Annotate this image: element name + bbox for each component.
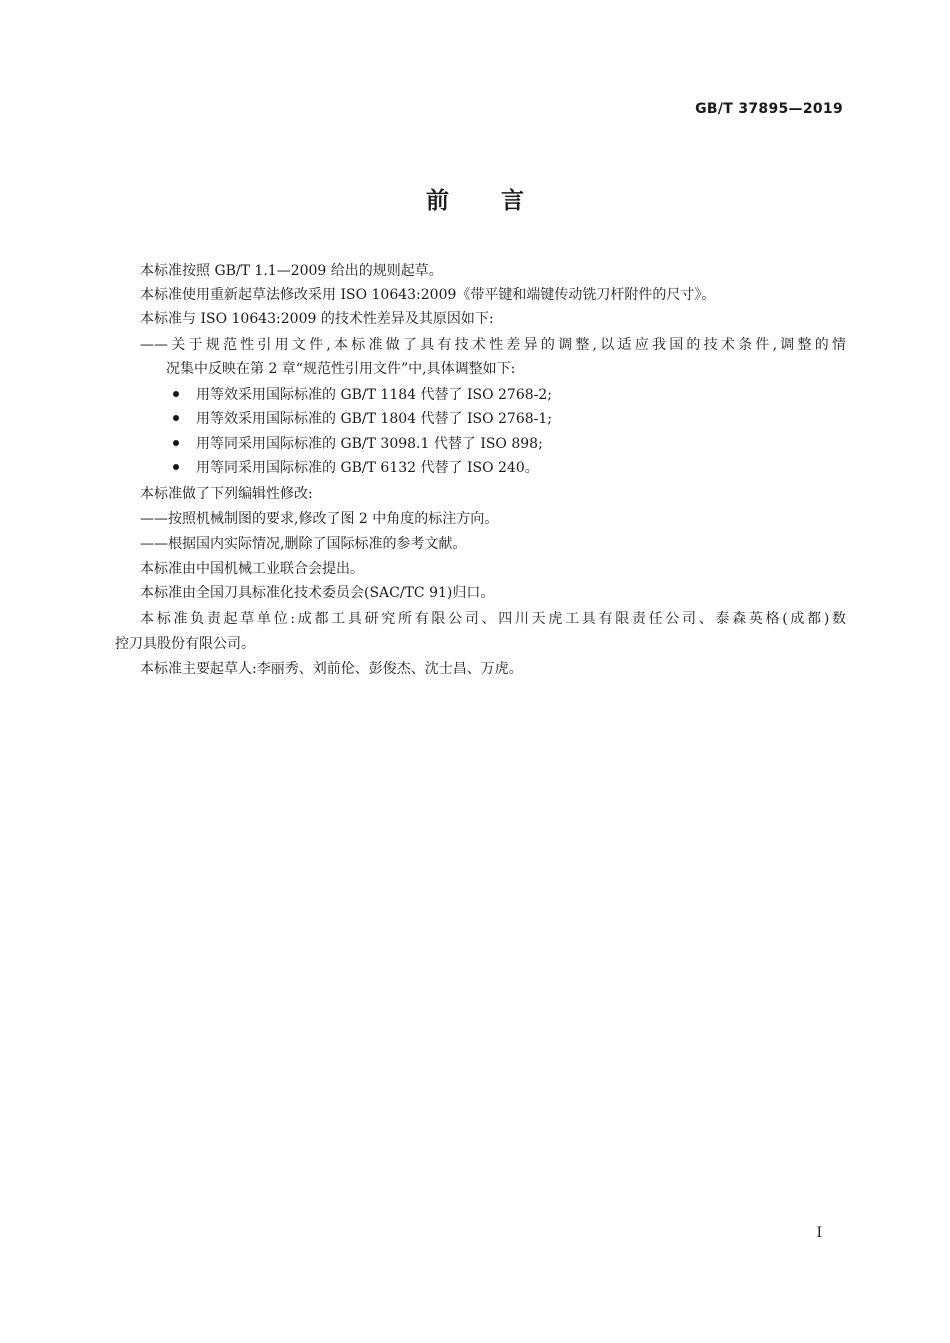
- paragraph-continuation: 况集中反映在第 2 章“规范性引用文件”中,具体调整如下:: [166, 361, 516, 377]
- list-item: [173, 408, 552, 428]
- page-title: [0, 182, 950, 215]
- list-item: [173, 457, 539, 477]
- paragraph: 本标准做了下列编辑性修改:: [140, 486, 313, 502]
- list-item-text: 用等效采用国际标准的 GB/T 1184 代替了 ISO 2768-2;: [196, 387, 552, 403]
- paragraph: 本标准由中国机械工业联合会提出。: [140, 561, 364, 577]
- paragraph: 本标准与 ISO 10643:2009 的技术性差异及其原因如下:: [140, 311, 494, 327]
- list-item-text: 用等同采用国际标准的 GB/T 3098.1 代替了 ISO 898;: [196, 436, 543, 452]
- paragraph: ——根据国内实际情况,删除了国际标准的参考文献。: [140, 536, 467, 552]
- paragraph: 本标准使用重新起草法修改采用 ISO 10643:2009《带平键和端键传动铣刀杆附件的尺寸》。: [140, 287, 716, 303]
- list-item-text: 用等同采用国际标准的 GB/T 6132 代替了 ISO 240。: [196, 460, 539, 476]
- paragraph: 本标准负责起草单位:成都工具研究所有限公司、四川天虎工具有限责任公司、泰森英格(成都)数: [140, 611, 846, 627]
- paragraph: ——关于规范性引用文件,本标准做了具有技术性差异的调整,以适应我国的技术条件,调整的情: [140, 337, 846, 353]
- paragraph: 本标准主要起草人:李丽秀、刘前伦、彭俊杰、沈士昌、万虎。: [140, 661, 523, 677]
- title-char-2: 言: [501, 188, 524, 214]
- bullet-icon: [173, 440, 179, 446]
- paragraph: 本标准按照 GB/T 1.1—2009 给出的规则起草。: [140, 263, 443, 279]
- list-item: [173, 433, 543, 453]
- paragraph-continuation: 控刀具股份有限公司。: [115, 636, 255, 652]
- standard-number: GB/T 37895—2019: [695, 101, 843, 117]
- bullet-icon: [173, 415, 179, 421]
- bullet-icon: [173, 391, 179, 397]
- paragraph: 本标准由全国刀具标准化技术委员会(SAC/TC 91)归口。: [140, 585, 495, 601]
- title-char-1: 前: [426, 188, 449, 214]
- list-item: [173, 384, 552, 404]
- bullet-icon: [173, 464, 179, 470]
- list-item-text: 用等效采用国际标准的 GB/T 1804 代替了 ISO 2768-1;: [196, 411, 552, 427]
- paragraph: ——按照机械制图的要求,修改了图 2 中角度的标注方向。: [140, 511, 499, 527]
- page-number: I: [816, 1225, 822, 1241]
